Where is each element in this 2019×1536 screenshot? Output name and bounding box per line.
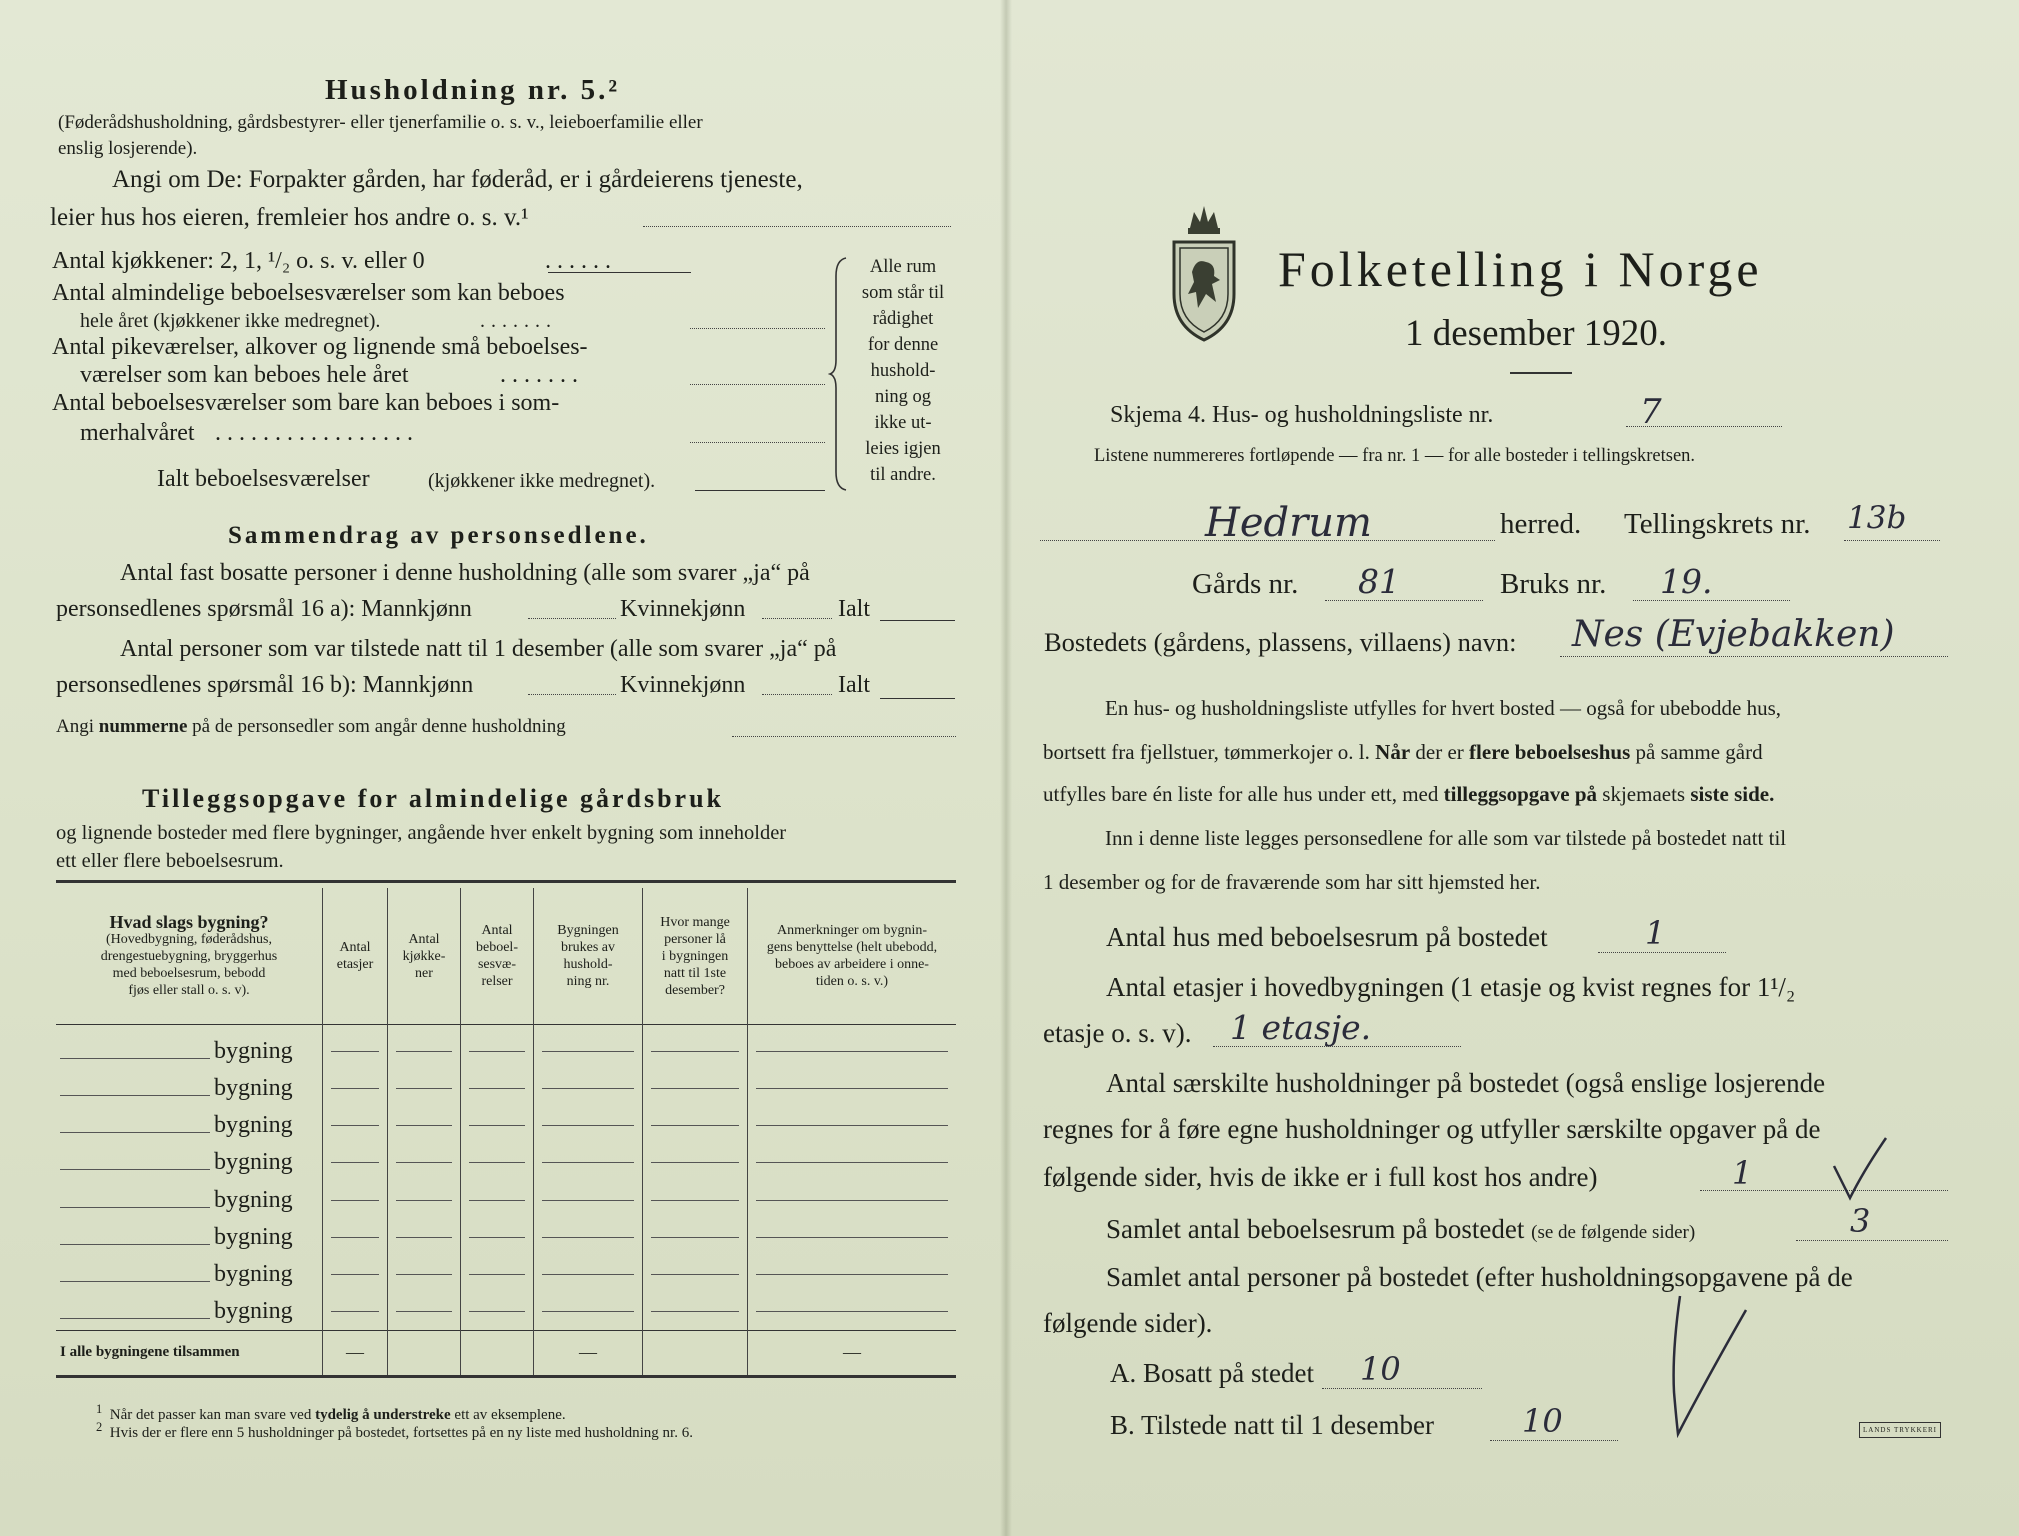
footnote-2-text: Hvis der er flere enn 5 husholdninger på bostedet, fortsettes på en ny liste med husholdning nr. 6. [109, 1425, 693, 1441]
present-line [1490, 1440, 1618, 1441]
building-cell [56, 1219, 323, 1256]
resident-label: A. Bosatt på stedet [1110, 1358, 1314, 1388]
ordinary-rooms-answer-line [690, 328, 825, 329]
building-row-label: bygning [214, 1037, 293, 1064]
gards-value[interactable]: 81 [1358, 562, 1400, 601]
info-p1-line2a: bortsett fra fjellstuer, tømmerkojer o. l. [1043, 740, 1376, 764]
right-page [1006, 0, 2019, 1536]
header-building-type-desc: fjøs eller stall o. s. v). [128, 982, 250, 998]
header-persons-line: Hvor mange [660, 914, 730, 930]
summary-p1-total-label: Ialt [838, 596, 870, 622]
info-p1-line2e: på samme gård [1630, 740, 1763, 764]
table-header-row [56, 888, 956, 1025]
summer-rooms-line1: Antal beboelsesværelser som bare kan beboes i som- [52, 390, 560, 416]
printer-stamp: LANDS TRYKKERI [1859, 1422, 1941, 1438]
persons-line2: følgende sider). [1043, 1308, 1213, 1338]
household-question-line2: leier hus hos eieren, fremleier hos andre o. s. v.¹ [50, 204, 529, 231]
footnote-1-bold: tydelig å understreke [315, 1407, 451, 1423]
total-household-dash: — [534, 1330, 643, 1376]
summary-p1-female-label: Kvinnekjønn [620, 596, 746, 622]
summary-p2-line1: Antal personer som var tilstede natt til 1 desember (alle som svarer „ja“ på [120, 636, 837, 662]
header-kitchens-line: ner [415, 965, 433, 981]
floors-line1: Antal etasjer i hovedbygningen (1 etasje og kvist regnes for 1¹/₂ [1106, 972, 1796, 1002]
household-subtitle-line1: (Føderådshusholdning, gårdsbestyrer- eller tjenerfamilie o. s. v., leieboerfamilie eller [58, 112, 703, 133]
numbering-note: Listene nummereres fortløpende — fra nr. 1 — for alle bosteder i tellingskretsen. [1094, 446, 1696, 466]
krets-label: Tellingskrets nr. [1624, 508, 1811, 540]
side-note-line: leies igjen [865, 439, 941, 459]
header-building-type-title: Hvad slags bygning? [109, 911, 269, 932]
table-top-rule [56, 880, 956, 883]
table-row [56, 1181, 956, 1218]
header-persons [643, 888, 748, 1025]
footnote-2-mark: 2 [96, 1420, 103, 1434]
resident-line [1322, 1388, 1482, 1389]
table-row [56, 1256, 956, 1293]
households-line3: følgende sider, hvis de ikke er i full kost hos andre) [1043, 1162, 1598, 1192]
supplement-title: Tilleggsopgave for almindelige gårdsbruk [142, 784, 725, 813]
household-subtitle-line2: enslig losjerende). [58, 138, 198, 159]
side-note-line: for denne [867, 335, 939, 355]
maid-rooms-answer-line [690, 384, 825, 385]
rooms-total-value[interactable]: 3 [1850, 1202, 1871, 1240]
summary-p2-female-line [762, 694, 832, 695]
side-note-line: som står til [861, 283, 945, 303]
table-row [56, 1293, 956, 1330]
header-rooms-line: Antal [481, 923, 513, 939]
info-p1-line3d: siste side. [1690, 782, 1775, 806]
side-note-line: ning og [874, 387, 931, 407]
side-note-line: Alle rum [869, 257, 937, 277]
census-title: Folketelling i Norge [1278, 241, 1763, 297]
summary-p1-line2: personsedlenes spørsmål 16 a): Mannkjønn [56, 596, 472, 622]
household-title: Husholdning nr. 5.² [325, 74, 621, 106]
page-fold [1000, 0, 1012, 1536]
ordinary-rooms-line1: Antal almindelige beboelsesværelser som kan beboes [52, 280, 565, 306]
info-p2-line1: Inn i denne liste legges personsedlene for alle som var tilstede på bostedet natt til [1105, 826, 1787, 850]
info-p1-line3a: utfylles bare én liste for alle hus under ett, med [1043, 782, 1444, 806]
side-note-line: ikke ut- [874, 413, 932, 433]
summary-p2-male-line [528, 694, 616, 695]
info-p1-line2c: der er [1410, 740, 1470, 764]
rooms-total-note: (se de følgende sider) [1531, 1222, 1696, 1243]
header-rooms-line: sesvæ- [477, 957, 517, 973]
building-cell [56, 1070, 323, 1107]
header-household-line: brukes av [560, 940, 616, 956]
building-row-label: bygning [214, 1186, 293, 1213]
building-cell [56, 1033, 323, 1070]
info-p1-line3c: skjemaets [1597, 782, 1691, 806]
persons-line1: Samlet antal personer på bostedet (efter husholdningsopgavene på de [1106, 1262, 1853, 1292]
total-rooms-note: (kjøkkener ikke medregnet). [428, 470, 656, 492]
header-building-type [56, 888, 323, 1025]
present-label: B. Tilstede natt til 1 desember [1110, 1410, 1434, 1440]
resident-value[interactable]: 10 [1360, 1350, 1401, 1388]
total-persons-cell [643, 1330, 748, 1376]
header-remarks-line: Anmerkninger om bygnin- [776, 923, 928, 939]
summary-title: Sammendrag av personsedlene. [228, 522, 649, 549]
maid-rooms-line2: værelser som kan beboes hele året [80, 362, 409, 388]
info-p1-line3b: tilleggsopgave på [1443, 782, 1598, 806]
header-floors [323, 888, 388, 1025]
info-p1-line3 [1043, 782, 1774, 807]
header-household-line: Bygningen [557, 923, 619, 939]
building-cell [56, 1144, 323, 1181]
table-row [56, 1107, 956, 1144]
header-kitchens-line: kjøkke- [402, 948, 446, 964]
header-persons-line: natt til 1ste [663, 965, 727, 981]
krets-value[interactable]: 13b [1847, 500, 1907, 536]
census-date: 1 desember 1920. [1405, 313, 1668, 354]
schema-label: Skjema 4. Hus- og husholdningsliste nr. [1110, 402, 1494, 428]
header-household-line: ning nr. [566, 974, 610, 990]
ordinary-rooms-line2: hele året (kjøkkener ikke medregnet). [80, 310, 381, 332]
info-p2-line2: 1 desember og for de fraværende som har sitt hjemsted her. [1043, 870, 1541, 894]
tally-stroke-icon [1660, 1292, 1750, 1438]
header-rooms-line: relser [481, 974, 513, 990]
table-row [56, 1070, 956, 1107]
building-row-label: bygning [214, 1075, 293, 1101]
bosted-label: Bostedets (gårdens, plassens, villaens) navn: [1044, 627, 1517, 657]
total-rooms-answer-line [695, 490, 825, 491]
floors-answer-line [1213, 1046, 1461, 1047]
info-p1-line2b: Når [1375, 740, 1411, 764]
summer-rooms-dots: ................. [215, 420, 419, 446]
header-building-type-desc: med beboelsesrum, bebodd [112, 965, 266, 981]
title-divider [1510, 372, 1572, 374]
numbers-suffix: på de personsedler som angår denne husholdning [187, 716, 566, 737]
rooms-total-label-text: Samlet antal beboelsesrum på bostedet [1106, 1214, 1525, 1244]
footnote-1-suffix: ett av eksemplene. [450, 1407, 566, 1423]
rooms-total-label [1106, 1214, 1695, 1245]
numbers-bold: nummerne [98, 716, 188, 737]
bruks-label: Bruks nr. [1500, 568, 1607, 600]
rooms-total-line [1796, 1240, 1948, 1241]
maid-rooms-line1: Antal pikeværelser, alkover og lignende små beboelses- [52, 334, 588, 360]
footnote-1-prefix: Når det passer kan man svare ved [109, 1407, 316, 1423]
bosted-line [1560, 656, 1948, 657]
rooms-side-note [848, 254, 958, 488]
question-answer-line [643, 226, 951, 227]
numbers-instruction [56, 716, 566, 738]
total-rooms-label: Ialt beboelsesværelser [157, 466, 370, 492]
floors-value[interactable]: 1 etasje. [1230, 1008, 1372, 1047]
header-remarks-line: tiden o. s. v.) [815, 974, 889, 990]
side-note-line: til andre. [870, 465, 936, 485]
total-rooms-cell [461, 1330, 534, 1376]
side-note-line: rådighet [872, 309, 934, 329]
building-cell [56, 1256, 323, 1293]
total-row-label: I alle bygningene tilsammen [60, 1344, 240, 1361]
building-cell [56, 1107, 323, 1144]
households-line2: regnes for å føre egne husholdninger og utfyller særskilte opgaver på de [1043, 1114, 1821, 1144]
summary-p1-total-line [880, 620, 955, 621]
maid-rooms-dots: ....... [500, 362, 584, 388]
side-note-line: hushold- [870, 361, 936, 381]
kitchens-label: Antal kjøkkener: 2, 1, ¹/₂ o. s. v. eller 0 [52, 248, 425, 274]
table-spacer-row [56, 1025, 956, 1033]
schema-number-value[interactable]: 7 [1640, 392, 1662, 432]
total-kitchens-cell [388, 1330, 461, 1376]
table-row [56, 1219, 956, 1256]
houses-value[interactable]: 1 [1645, 914, 1666, 952]
info-p1-line2d: flere beboelseshus [1469, 740, 1631, 764]
footnote-2 [96, 1420, 693, 1442]
header-household-no [534, 888, 643, 1025]
summer-rooms-answer-line [690, 442, 825, 443]
building-cell [56, 1293, 323, 1330]
header-rooms-line: beboel- [476, 940, 518, 956]
total-remarks-dash: — [748, 1330, 957, 1376]
summary-p1-female-line [762, 618, 832, 619]
building-row-label: bygning [214, 1260, 293, 1287]
building-row-label: bygning [214, 1149, 293, 1176]
floors-line2: etasje o. s. v). [1043, 1018, 1192, 1048]
houses-label: Antal hus med beboelsesrum på bostedet [1106, 922, 1548, 952]
herred-line [1040, 540, 1495, 541]
summary-p1-line1: Antal fast bosatte personer i denne husholdning (alle som svarer „ja“ på [120, 560, 810, 586]
summary-p2-total-line [880, 698, 955, 699]
header-building-type-desc: (Hovedbygning, føderådshus, [105, 931, 273, 947]
header-persons-line: desember? [665, 982, 725, 998]
building-cell [56, 1181, 323, 1218]
summary-p2-total-label: Ialt [838, 672, 870, 698]
bruks-line [1633, 600, 1790, 601]
header-building-type-desc: drengestuebygning, bryggerhus [100, 948, 278, 964]
ordinary-rooms-dots: ....... [480, 310, 557, 332]
header-remarks-line: beboes av arbeidere i onne- [775, 957, 929, 973]
gards-label: Gårds nr. [1192, 568, 1299, 600]
numbers-prefix: Angi [56, 716, 99, 737]
header-persons-line: i bygningen [661, 948, 729, 964]
header-remarks [748, 888, 957, 1025]
header-floors-line: Antal [339, 940, 371, 956]
herred-label: herred. [1500, 508, 1582, 540]
gards-line [1325, 600, 1483, 601]
bosted-value[interactable]: Nes (Evjebakken) [1572, 614, 1895, 655]
building-row-label: bygning [214, 1297, 293, 1324]
total-floors-dash: — [323, 1330, 388, 1376]
summary-p1-male-line [528, 618, 616, 619]
header-floors-line: etasjer [336, 957, 374, 973]
buildings-table [56, 888, 956, 1378]
kitchens-dots: ...... [545, 248, 617, 274]
header-kitchens-line: Antal [408, 931, 440, 947]
summary-p2-female-label: Kvinnekjønn [620, 672, 746, 698]
schema-number-line [1626, 426, 1782, 427]
supplement-desc-line2: ett eller flere beboelsesrum. [56, 850, 284, 872]
krets-line [1844, 540, 1940, 541]
supplement-desc-line1: og lignende bosteder med flere bygninger, angående hver enkelt bygning som inneholder [56, 822, 787, 844]
numbers-answer-line [732, 736, 956, 737]
coat-of-arms-icon [1166, 198, 1242, 344]
summer-rooms-line2: merhalvåret [80, 420, 195, 446]
building-row-label: bygning [214, 1112, 293, 1139]
footnote-1-mark: 1 [96, 1402, 103, 1416]
header-rooms [461, 888, 534, 1025]
herred-value[interactable]: Hedrum [1205, 500, 1372, 546]
header-household-line: hushold- [563, 957, 613, 973]
bruks-value[interactable]: 19. [1660, 562, 1713, 601]
checkmark-icon [1830, 1136, 1890, 1202]
present-value[interactable]: 10 [1522, 1402, 1563, 1440]
households-value[interactable]: 1 [1732, 1154, 1753, 1192]
households-answer-line [1700, 1190, 1948, 1191]
household-question-line1: Angi om De: Forpakter gården, har føderåd, er i gårdeierens tjeneste, [112, 166, 803, 193]
households-line1: Antal særskilte husholdninger på bostedet (også enslige losjerende [1106, 1068, 1826, 1098]
table-row [56, 1033, 956, 1070]
summary-p2-line2: personsedlenes spørsmål 16 b): Mannkjønn [56, 672, 474, 698]
table-total-row [56, 1330, 956, 1376]
header-remarks-line: gens benyttelse (helt ubebodd, [766, 940, 938, 956]
info-p1-line2 [1043, 740, 1763, 765]
kitchens-answer-line [548, 272, 691, 273]
header-persons-line: personer lå [664, 931, 726, 947]
info-p1-line1: En hus- og husholdningsliste utfylles for hvert bosted — også for ubebodde hus, [1105, 696, 1781, 720]
building-row-label: bygning [214, 1223, 293, 1250]
houses-line [1598, 952, 1726, 953]
header-kitchens [388, 888, 461, 1025]
table-row [56, 1144, 956, 1181]
